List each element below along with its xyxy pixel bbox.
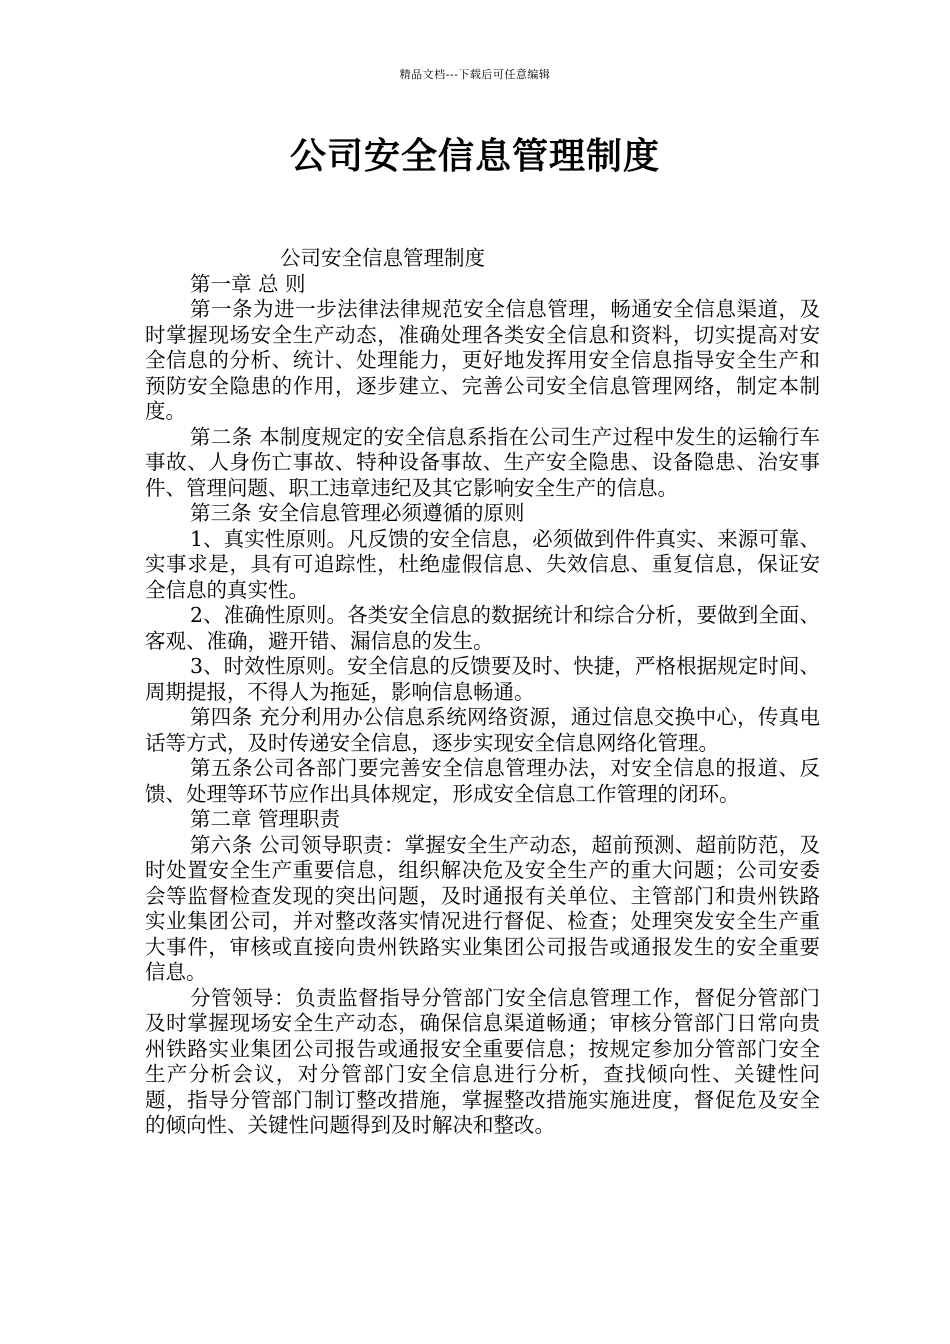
article-paragraph: 第六条 公司领导职责：掌握安全生产动态，超前预测、超前防范，及时处置安全生产重要信息，组织解决危及安全生产的重大问题；公司安委会等监督检查发现的突出问题，及时通报有关单位、主管部门和贵州铁路实业集团公司，并对整改落实情况进行督促、检查；处理突发安全生产重大事件，审核或直接向贵州铁路实业集团公司报告或通报发生的安全重要信息。 (145, 832, 820, 984)
article-paragraph: 第二条 本制度规定的安全信息系指在公司生产过程中发生的运输行车事故、人身伤亡事故、特种设备事故、生产安全隐患、设备隐患、治安事件、管理问题、职工违章违纪及其它影响安全生产的信息。 (145, 424, 820, 500)
principle-paragraph: 3、时效性原则。安全信息的反馈要及时、快捷，严格根据规定时间、周期提报，不得人为拖延，影响信息畅通。 (145, 654, 820, 704)
document-subtitle: 公司安全信息管理制度 (280, 246, 485, 270)
chapter-heading: 第二章 管理职责 (190, 807, 341, 831)
principle-paragraph: 1、真实性原则。凡反馈的安全信息，必须做到件件真实、来源可靠、实事求是，具有可追踪性，杜绝虚假信息、失效信息、重复信息，保证安全信息的真实性。 (145, 526, 820, 602)
document-title: 公司安全信息管理制度 (289, 136, 660, 177)
article-paragraph: 分管领导：负责监督指导分管部门安全信息管理工作，督促分管部门及时掌握现场安全生产动态，确保信息渠道畅通；审核分管部门日常向贵州铁路实业集团公司报告或通报安全重要信息；按规定参加分管部门安全生产分析会议，对分管部门安全信息进行分析，查找倾向性、关键性问题，指导分管部门制订整改措施，掌握整改措施实施进度，督促危及安全的倾向性、关键性问题得到及时解决和整改。 (145, 985, 820, 1137)
document-body (145, 246, 820, 1139)
page-header-note: 精品文档---下载后可任意编辑 (399, 68, 551, 81)
article-paragraph: 第三条 安全信息管理必须遵循的原则 (190, 501, 525, 525)
article-paragraph: 第四条 充分利用办公信息系统网络资源，通过信息交换中心，传真电话等方式，及时传递安全信息，逐步实现安全信息网络化管理。 (145, 705, 820, 755)
chapter-heading: 第一章 总 则 (190, 271, 306, 296)
article-paragraph: 第一条为进一步法律法律规范安全信息管理，畅通安全信息渠道，及时掌握现场安全生产动态，准确处理各类安全信息和资料，切实提高对安全信息的分析、统计、处理能力，更好地发挥用安全信息指导安全生产和预防安全隐患的作用，逐步建立、完善公司安全信息管理网络，制定本制度。 (145, 297, 820, 423)
article-paragraph: 第五条公司各部门要完善安全信息管理办法，对安全信息的报道、反馈、处理等环节应作出具体规定，形成安全信息工作管理的闭环。 (145, 756, 820, 806)
principle-paragraph: 2、准确性原则。各类安全信息的数据统计和综合分析，要做到全面、客观、准确，避开错、漏信息的发生。 (145, 603, 820, 653)
